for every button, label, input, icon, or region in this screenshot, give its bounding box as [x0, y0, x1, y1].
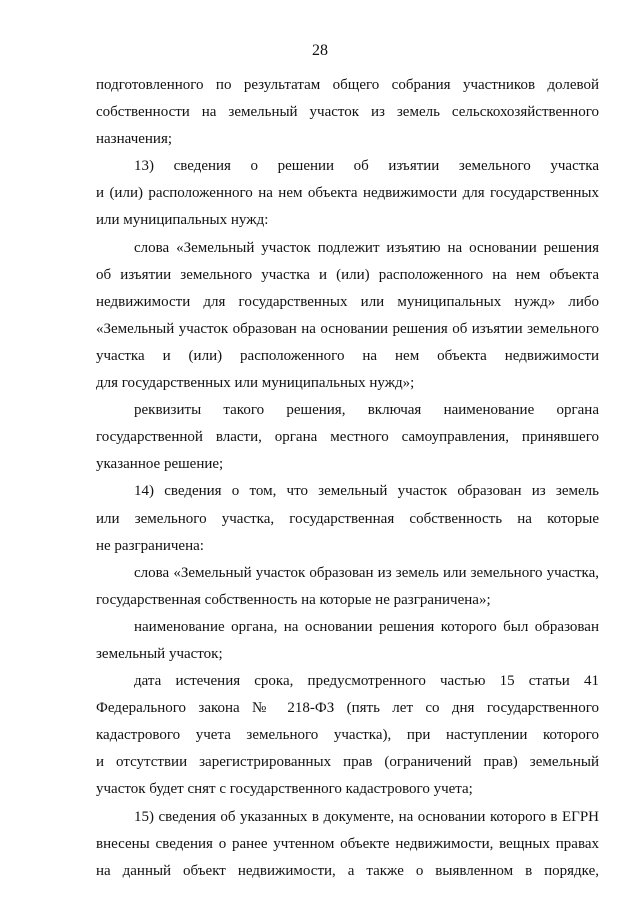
- text-line: государственной власти, органа местного самоуправления, принявшего: [96, 429, 599, 446]
- text-line: государственная собственность на которые не разграничена»;: [96, 591, 491, 608]
- text-line: недвижимости для государственных или муниципальных нужд» либо: [96, 293, 599, 310]
- text-line: 14) сведения о том, что земельный участок образован из земель: [134, 483, 599, 500]
- text-line: кадастрового учета земельного участка), при наступлении которого: [96, 727, 599, 744]
- text-line: 15) сведения об указанных в документе, на основании которого в ЕГРН: [134, 808, 599, 825]
- text-line: и отсутствии зарегистрированных прав (ограничений прав) земельный: [96, 754, 599, 771]
- body-text: [96, 72, 599, 885]
- text-line: участок будет снят с государственного кадастрового учета;: [96, 781, 473, 798]
- text-line: реквизиты такого решения, включая наименование органа: [134, 402, 599, 419]
- text-line: дата истечения срока, предусмотренного частью 15 статьи 41: [134, 673, 599, 690]
- text-line: назначения;: [96, 131, 173, 148]
- text-line: или муниципальных нужд:: [96, 212, 269, 229]
- text-line: слова «Земельный участок образован из земель или земельного участка,: [134, 564, 599, 581]
- text-line: на данный объект недвижимости, а также о выявленном в порядке,: [96, 862, 599, 879]
- text-line: подготовленного по результатам общего собрания участников долевой: [96, 77, 599, 93]
- text-line: или земельного участка, государственная собственность на которые: [96, 510, 599, 527]
- text-line: указанное решение;: [96, 456, 224, 473]
- text-line: Федерального закона № 218-ФЗ (пять лет со дня государственного: [96, 700, 599, 717]
- text-line: для государственных или муниципальных нужд»;: [96, 375, 415, 392]
- text-line: участка и (или) расположенного на нем объекта недвижимости: [96, 347, 599, 364]
- text-line: внесены сведения о ранее учтенном объекте недвижимости, вещных правах: [96, 835, 599, 852]
- text-line: слова «Земельный участок подлежит изъятию на основании решения: [134, 239, 599, 256]
- text-line: и (или) расположенного на нем объекта недвижимости для государственных: [96, 185, 599, 202]
- text-line: наименование органа, на основании решения которого был образован: [134, 618, 599, 635]
- text-line: 13) сведения о решении об изъятии земельного участка: [134, 158, 599, 175]
- text-line: собственности на земельный участок из земель сельскохозяйственного: [96, 104, 599, 121]
- text-line: земельный участок;: [96, 645, 223, 662]
- text-line: не разграничена:: [96, 537, 204, 554]
- text-line: об изъятии земельного участка и (или) расположенного на нем объекта: [96, 266, 599, 283]
- text-line: «Земельный участок образован на основании решения об изъятии земельного: [96, 320, 599, 337]
- page-number: 28: [312, 42, 328, 59]
